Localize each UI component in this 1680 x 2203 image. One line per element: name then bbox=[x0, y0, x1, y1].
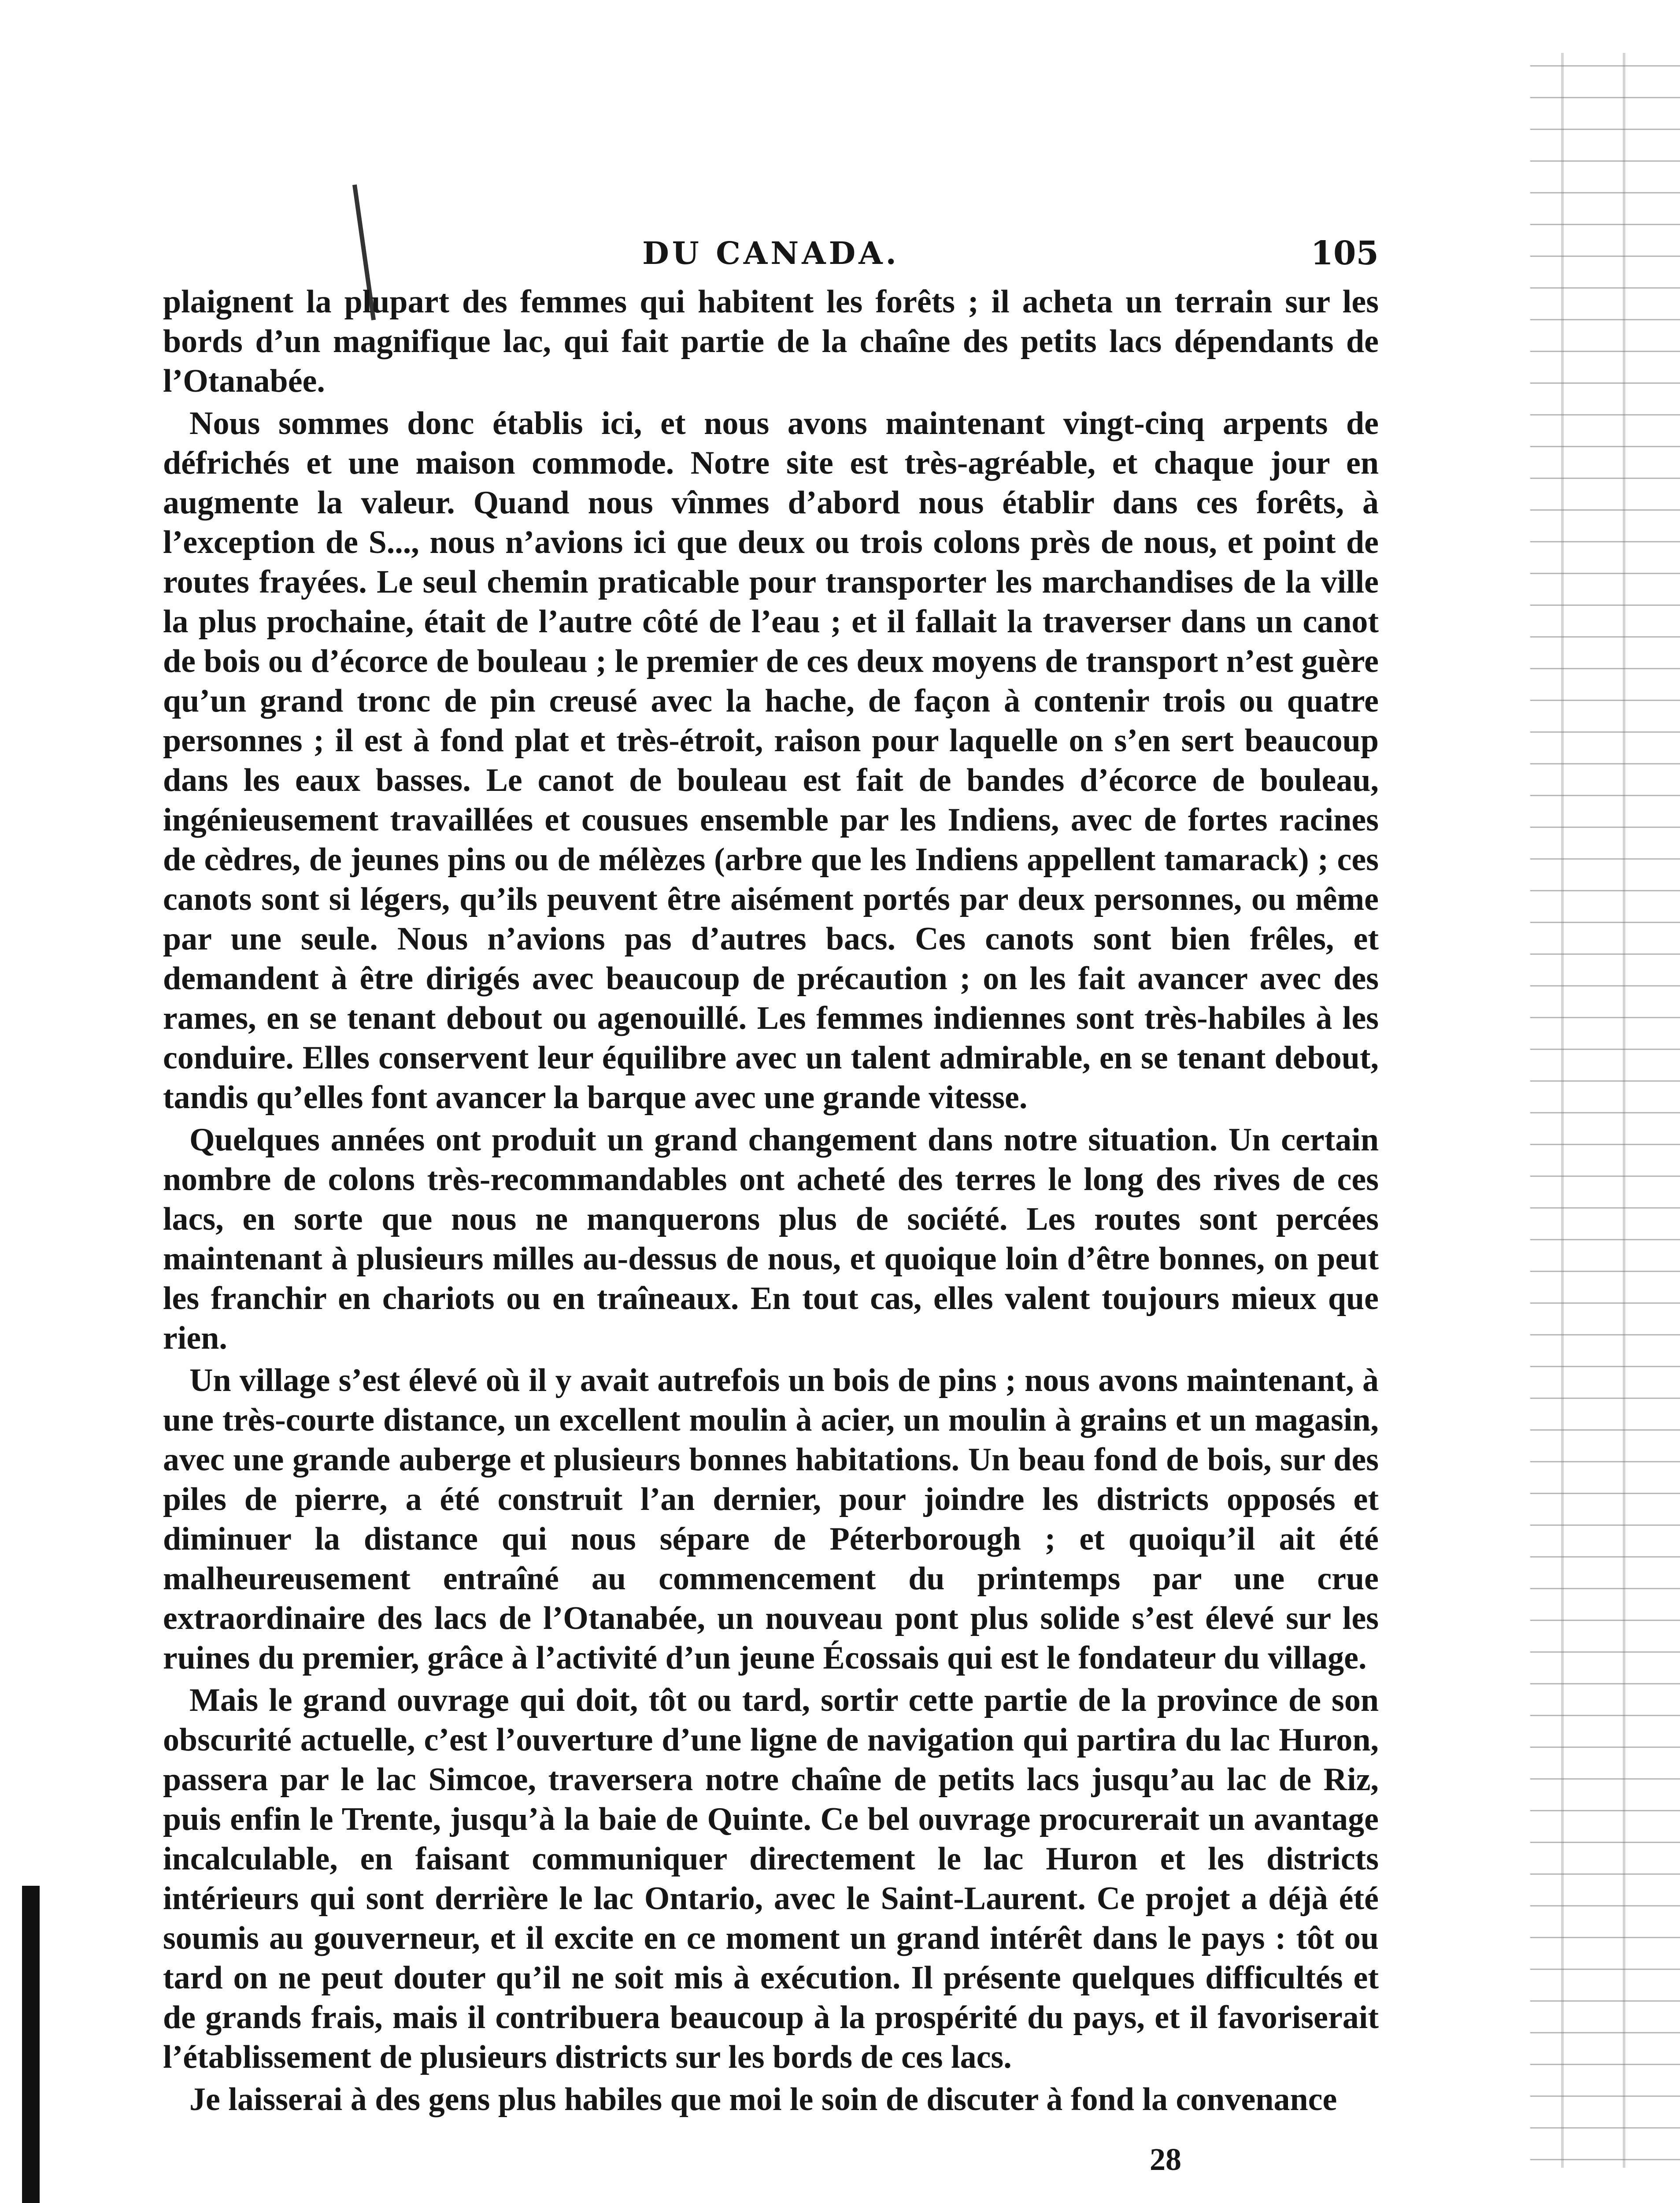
scan-edge-noise bbox=[1530, 53, 1680, 2168]
paragraph: Nous sommes donc établis ici, et nous avons maintenant vingt-cinq arpents de défrichés et une maison commode. Notre site est très-agréable, et chaque jour en augmente la valeur. Quand nous vînmes d’abord nous établir dans ces forêts, à l’exception de S..., nous n’avions ici que deux ou trois colons près de nous, et point de routes frayées. Le seul chemin praticable pour transporter les marchandises de la ville la plus prochaine, était de l’autre côté de l’eau ; et il fallait la traverser dans un canot de bois ou d’écorce de bouleau ; le premier de ces deux moyens de transport n’est guère qu’un grand tronc de pin creusé avec la hache, de façon à contenir trois ou quatre personnes ; il est à fond plat et très-étroit, raison pour laquelle on s’en sert beaucoup dans les eaux basses. Le canot de bouleau est fait de bandes d’écorce de bouleau, ingénieusement travaillées et cousues ensemble par les Indiens, avec de fortes racines de cèdres, de jeunes pins ou de mélèzes (arbre que les Indiens appellent tamarack) ; ces canots sont si légers, qu’ils peuvent être aisément portés par deux personnes, ou même par une seule. Nous n’avions pas d’autres bacs. Ces canots sont bien frêles, et demandent à être dirigés avec beaucoup de précaution ; on les fait avancer avec des rames, en se tenant debout ou agenouillé. Les femmes indiennes sont très-habiles à les conduire. Elles conservent leur équilibre avec un talent admirable, en se tenant debout, tandis qu’elles font avancer la barque avec une grande vitesse. bbox=[163, 405, 1379, 1116]
paragraph: Mais le grand ouvrage qui doit, tôt ou tard, sortir cette partie de la province de son obscurité actuelle, c’est l’ouverture d’une ligne de navigation qui partira du lac Huron, passera par le lac Simcoe, traversera notre chaîne de petits lacs jusqu’au lac de Riz, puis enfin le Trente, jusqu’à la baie de Quinte. Ce bel ouvrage procurerait un avantage incalculable, en faisant communiquer directement le lac Huron et les districts intérieurs qui sont derrière le lac Ontario, avec le Saint-Laurent. Ce projet a déjà été soumis au gouverneur, et il excite en ce moment un grand intérêt dans le pays : tôt ou tard on ne peut douter qu’il ne soit mis à exécution. Il présente quelques difficultés et de grands frais, mais il contribuera beaucoup à la prospérité du pays, et il favoriserait l’établissement de plusieurs districts sur les bords de ces lacs. bbox=[163, 1682, 1379, 2075]
paragraph: Un village s’est élevé où il y avait autrefois un bois de pins ; nous avons maintenant, à une très-courte distance, un excellent moulin à acier, un moulin à grains et un magasin, avec une grande auberge et plusieurs bonnes habitations. Un beau fond de bois, sur des piles de pierre, a été construit l’an dernier, pour joindre les districts opposés et diminuer la distance qui nous sépare de Péterborough ; et quoiqu’il ait été malheureusement entraîné au commencement du printemps par une crue extraordinaire des lacs de l’Otanabée, un nouveau pont plus solide s’est élevé sur les ruines du premier, grâce à l’activité d’un jeune Écossais qui est le fondateur du village. bbox=[163, 1362, 1379, 1676]
body-text bbox=[163, 282, 1379, 2122]
paragraph: plaignent la plupart des femmes qui habitent les forêts ; il acheta un terrain sur les bords d’un magnifique lac, qui fait partie de la chaîne des petits lacs dépendants de l’Otanabée. bbox=[163, 284, 1379, 399]
page-number: 105 bbox=[1310, 234, 1379, 272]
paragraph: Quelques années ont produit un grand changement dans notre situation. Un certain nombre de colons très-recommandables ont acheté des terres le long des rives de ces lacs, en sorte que nous ne manquerons plus de société. Les routes sont percées maintenant à plusieurs milles au-dessus de nous, et quoique loin d’être bonnes, on peut les franchir en chariots ou en traîneaux. En tout cas, elles valent toujours mieux que rien. bbox=[163, 1122, 1379, 1356]
binding-shadow bbox=[22, 1886, 40, 2203]
paragraph: Je laisserai à des gens plus habiles que moi le soin de discuter à fond la convenance bbox=[189, 2081, 1337, 2118]
running-head bbox=[163, 227, 1379, 280]
signature-mark: 28 bbox=[1150, 2142, 1181, 2177]
running-title: DU CANADA. bbox=[642, 235, 899, 271]
